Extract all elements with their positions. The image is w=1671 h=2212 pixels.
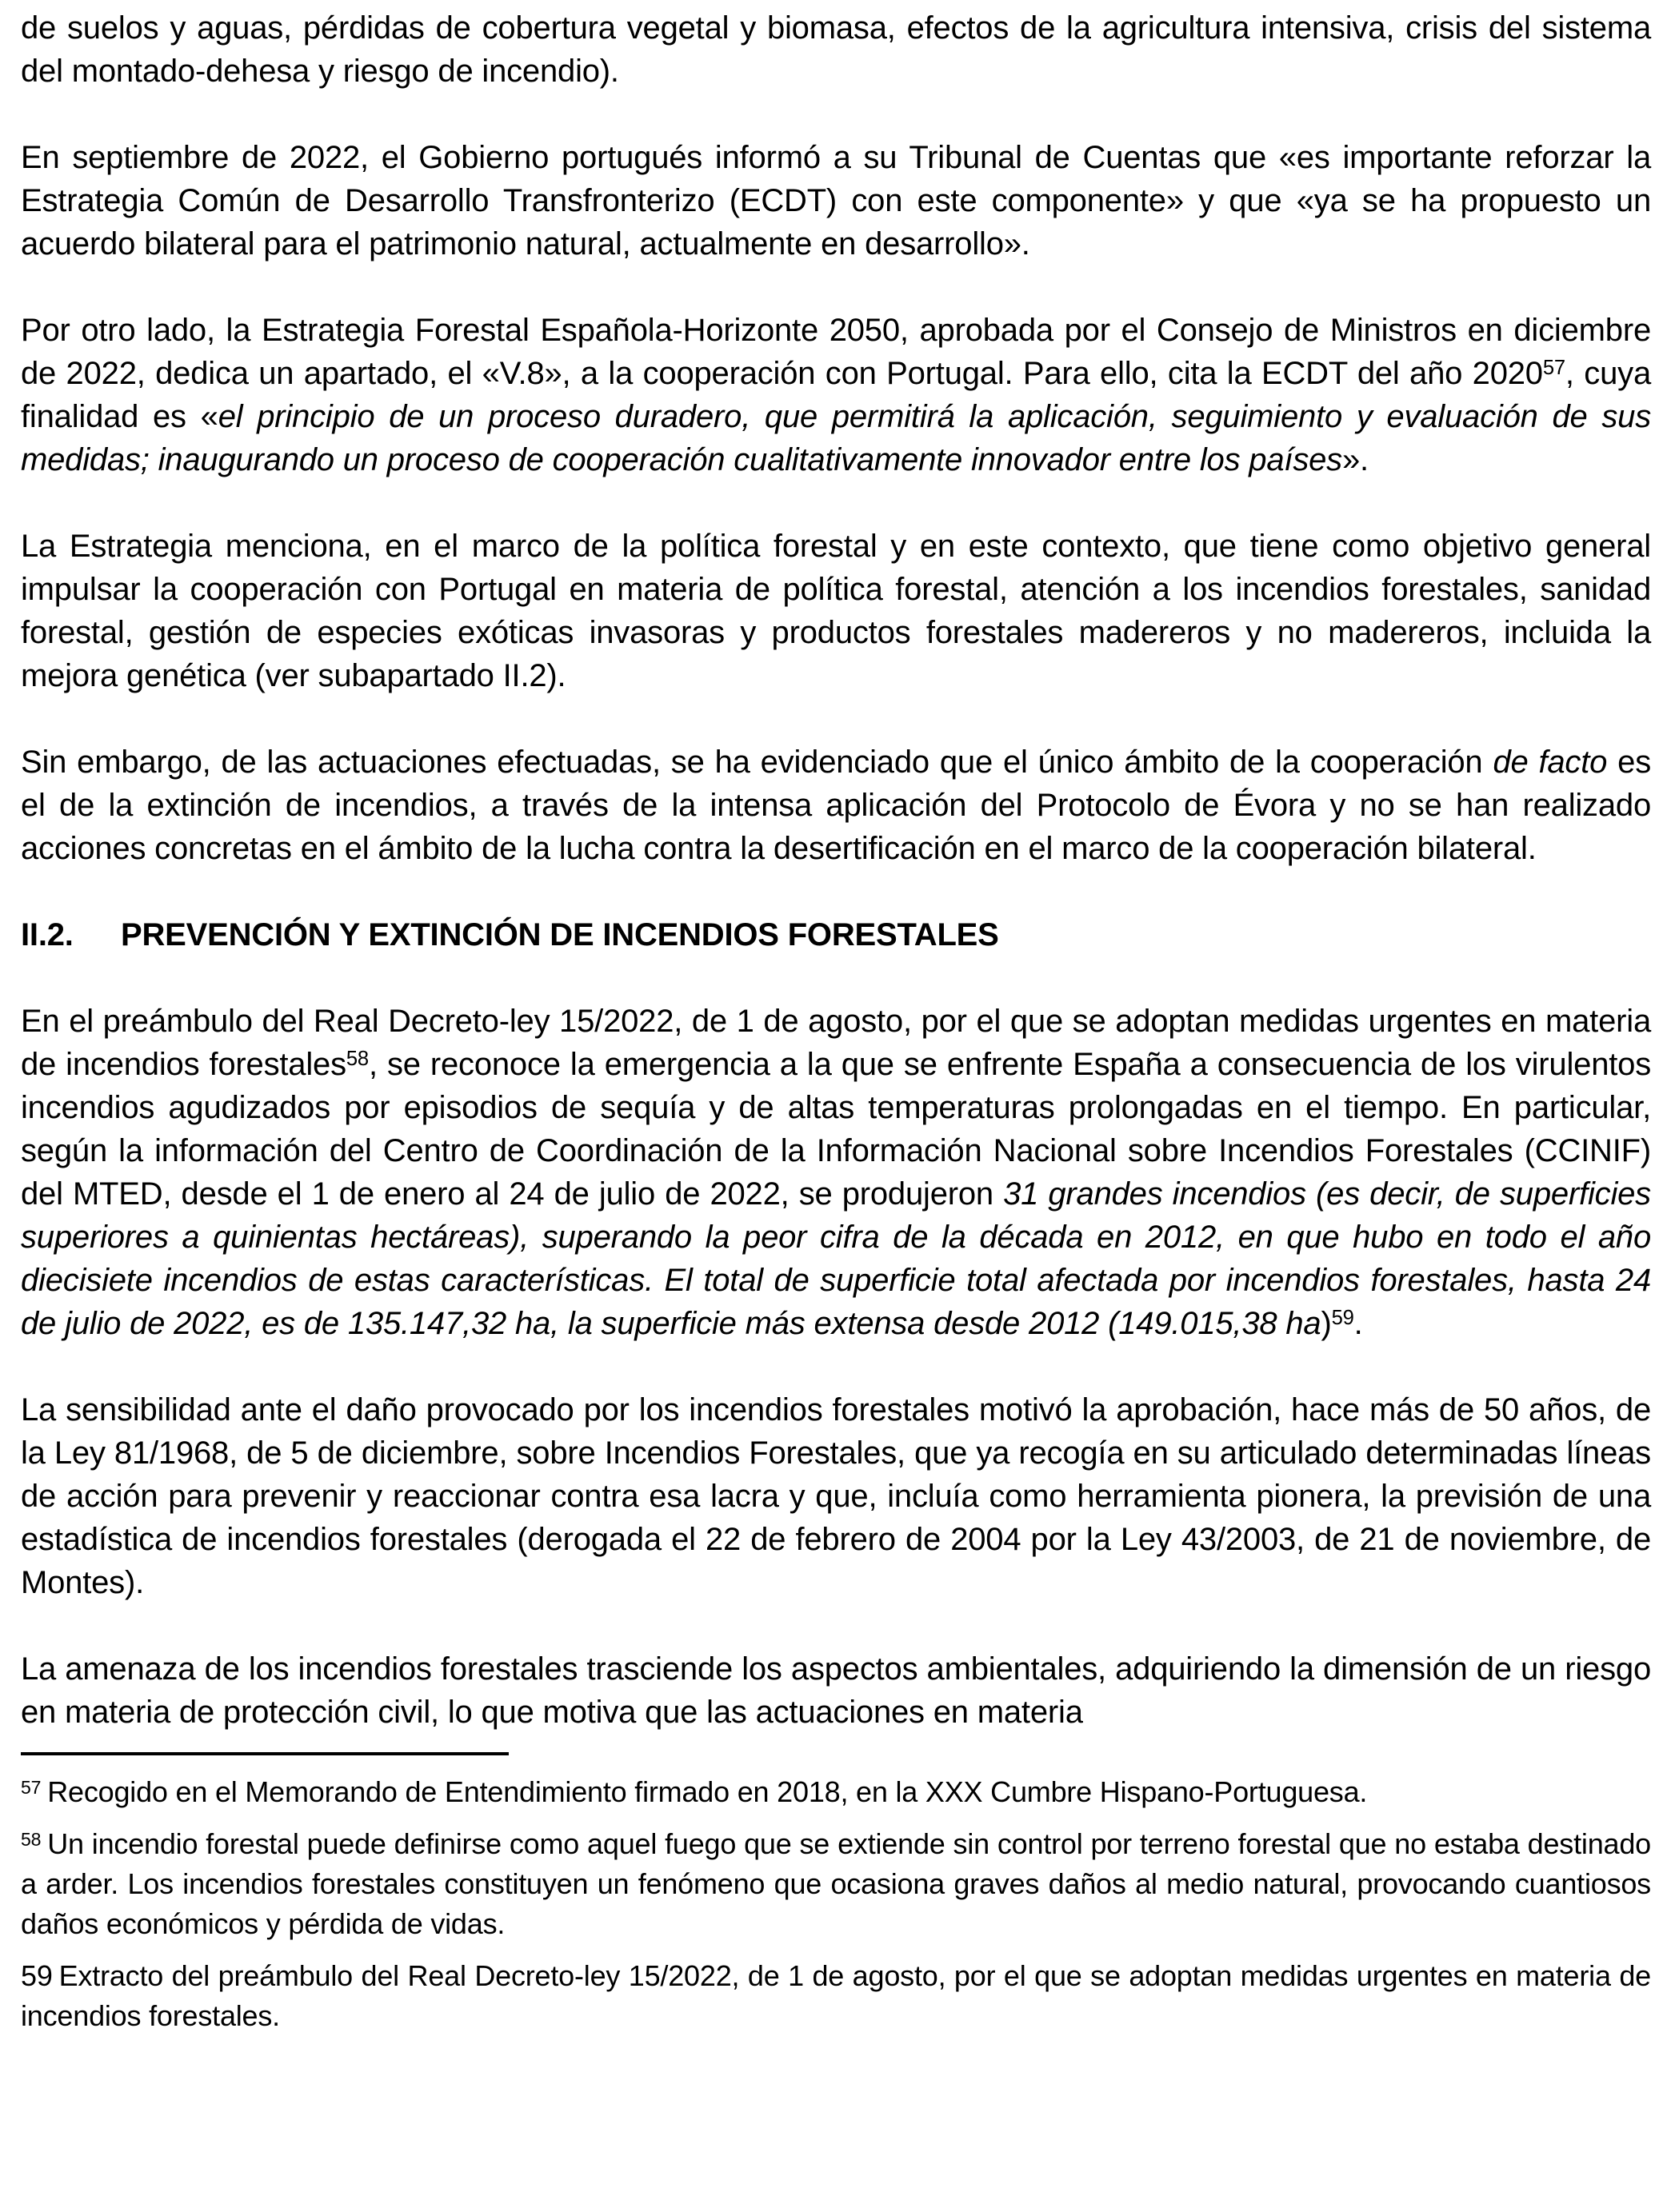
paragraph-estrategia-menciona bbox=[21, 525, 1651, 697]
footnote-reference: 59 bbox=[1331, 1307, 1354, 1330]
paragraph-sin-embargo bbox=[21, 741, 1651, 870]
text-segment: , se reconoce la emergencia a la que se enfrente España a consecuencia de los virulentos incendios agudizados por episodios de sequía y de altas temperaturas prolongadas en el tiempo. En particular, según la información del Centro de Coordinación de la Información Nacional sobre Incendios Forestales (CCINIF) del MTED, desde el 1 de enero al 24 de julio de 2022, se produjeron bbox=[21, 1047, 1652, 1212]
paragraph-preambulo-rdl bbox=[21, 1000, 1651, 1345]
section-heading-ii2 bbox=[21, 913, 1651, 956]
paragraph-suelos-aguas bbox=[21, 6, 1651, 93]
footnotes-section bbox=[21, 1772, 1651, 2036]
italic-text-segment: de facto bbox=[1493, 745, 1608, 780]
text-segment: ». bbox=[1341, 442, 1369, 477]
text-segment: ) bbox=[1321, 1306, 1332, 1341]
text-segment: . bbox=[1353, 1306, 1363, 1341]
footnote-text: Extracto del preámbulo del Real Decreto-ley 15/2022, de 1 de agosto, por el que se adoptan medidas urgentes en materia de incendios forestales. bbox=[21, 1959, 1651, 2032]
text-segment: En el preámbulo del Real Decreto-ley 15/2022, de 1 de agosto, por el que se adoptan medidas urgentes en materia de incendios forestales bbox=[21, 1004, 1651, 1082]
footnote-separator bbox=[21, 1752, 509, 1755]
footnote-59 bbox=[21, 1956, 1651, 2036]
footnote-reference: 57 bbox=[1542, 357, 1565, 380]
text-segment: de suelos y aguas, pérdidas de cobertura vegetal y biomasa, efectos de la agricultura intensiva, crisis del sistema del montado-dehesa y riesgo de incendio). bbox=[21, 10, 1651, 89]
footnote-text: Recogido en el Memorando de Entendimiento firmado en 2018, en la XXX Cumbre Hispano-Portuguesa. bbox=[47, 1775, 1368, 1808]
section-title: PREVENCIÓN Y EXTINCIÓN DE INCENDIOS FORESTALES bbox=[121, 917, 999, 952]
text-segment: La amenaza de los incendios forestales trasciende los aspectos ambientales, adquiriendo la dimensión de un riesgo en materia de protección civil, lo que motiva que las actuaciones en materia bbox=[21, 1651, 1651, 1730]
paragraph-amenaza bbox=[21, 1647, 1651, 1734]
text-segment: es el de la extinción de incendios, a través de la intensa aplicación del Protocolo de Évora y no se han realizado acciones concretas en el ámbito de la lucha contra la desertificación en el marco de la cooperación bilateral. bbox=[21, 745, 1651, 866]
text-segment: , cuya finalidad es « bbox=[21, 356, 1651, 434]
paragraph-septiembre-2022 bbox=[21, 136, 1651, 266]
paragraph-estrategia-forestal bbox=[21, 309, 1651, 481]
footnote-marker: 59 bbox=[21, 1959, 53, 1992]
paragraph-sensibilidad bbox=[21, 1388, 1651, 1604]
text-segment: Por otro lado, la Estrategia Forestal Española-Horizonte 2050, aprobada por el Consejo de Ministros en diciembre de 2022, dedica un apartado, el «V.8», a la cooperación con Portugal. Para ello, cita la ECDT del año 2020 bbox=[21, 313, 1651, 391]
italic-text-segment: el principio de un proceso duradero, que permitirá la aplicación, seguimiento y evaluación de sus medidas; inaugurando un proceso de cooperación cualitativamente innovador entre los países bbox=[21, 399, 1651, 477]
document-body-text bbox=[21, 6, 1651, 1734]
text-segment: En septiembre de 2022, el Gobierno portugués informó a su Tribunal de Cuentas que «es importante reforzar la Estrategia Común de Desarrollo Transfronterizo (ECDT) con este componente» y que «ya se ha propuesto un acuerdo bilateral para el patrimonio natural, actualmente en desarrollo». bbox=[21, 140, 1651, 262]
footnote-text: Un incendio forestal puede definirse como aquel fuego que se extiende sin control por terreno forestal que no estaba destinado a arder. Los incendios forestales constituyen un fenómeno que ocasiona graves daños al medio natural, provocando cuantiosos daños económicos y pérdida de vidas. bbox=[21, 1827, 1651, 1940]
text-segment: Sin embargo, de las actuaciones efectuadas, se ha evidenciado que el único ámbito de la cooperación bbox=[21, 745, 1493, 780]
text-segment: La Estrategia menciona, en el marco de la política forestal y en este contexto, que tiene como objetivo general impulsar la cooperación con Portugal en materia de política forestal, atención a los incendios forestales, sanidad forestal, gestión de especies exóticas invasoras y productos forestales madereros y no madereros, incluida la mejora genética (ver subapartado II.2). bbox=[21, 529, 1651, 693]
text-segment: La sensibilidad ante el daño provocado por los incendios forestales motivó la aprobación, hace más de 50 años, de la Ley 81/1968, de 5 de diciembre, sobre Incendios Forestales, que ya recogía en su articulado determinadas líneas de acción para prevenir y reaccionar contra esa lacra y que, incluía como herramienta pionera, la previsión de una estadística de incendios forestales (derogada el 22 de febrero de 2004 por la Ley 43/2003, de 21 de noviembre, de Montes). bbox=[21, 1392, 1651, 1600]
italic-text-segment: 31 grandes incendios (es decir, de superficies superiores a quinientas hectáreas), superando la peor cifra de la década en 2012, en que hubo en todo el año diecisiete incendios de estas características. El total de superficie total afectada por incendios forestales, hasta 24 de julio de 2022, es de 135.147,32 ha, la superficie más extensa desde 2012 (149.015,38 ha bbox=[21, 1176, 1651, 1341]
footnote-marker: 58 bbox=[21, 1828, 42, 1850]
section-number: II.2. bbox=[21, 917, 74, 952]
footnote-reference: 58 bbox=[346, 1048, 369, 1071]
footnote-57 bbox=[21, 1772, 1651, 1812]
footnote-58 bbox=[21, 1824, 1651, 1944]
footnote-marker: 57 bbox=[21, 1776, 42, 1798]
